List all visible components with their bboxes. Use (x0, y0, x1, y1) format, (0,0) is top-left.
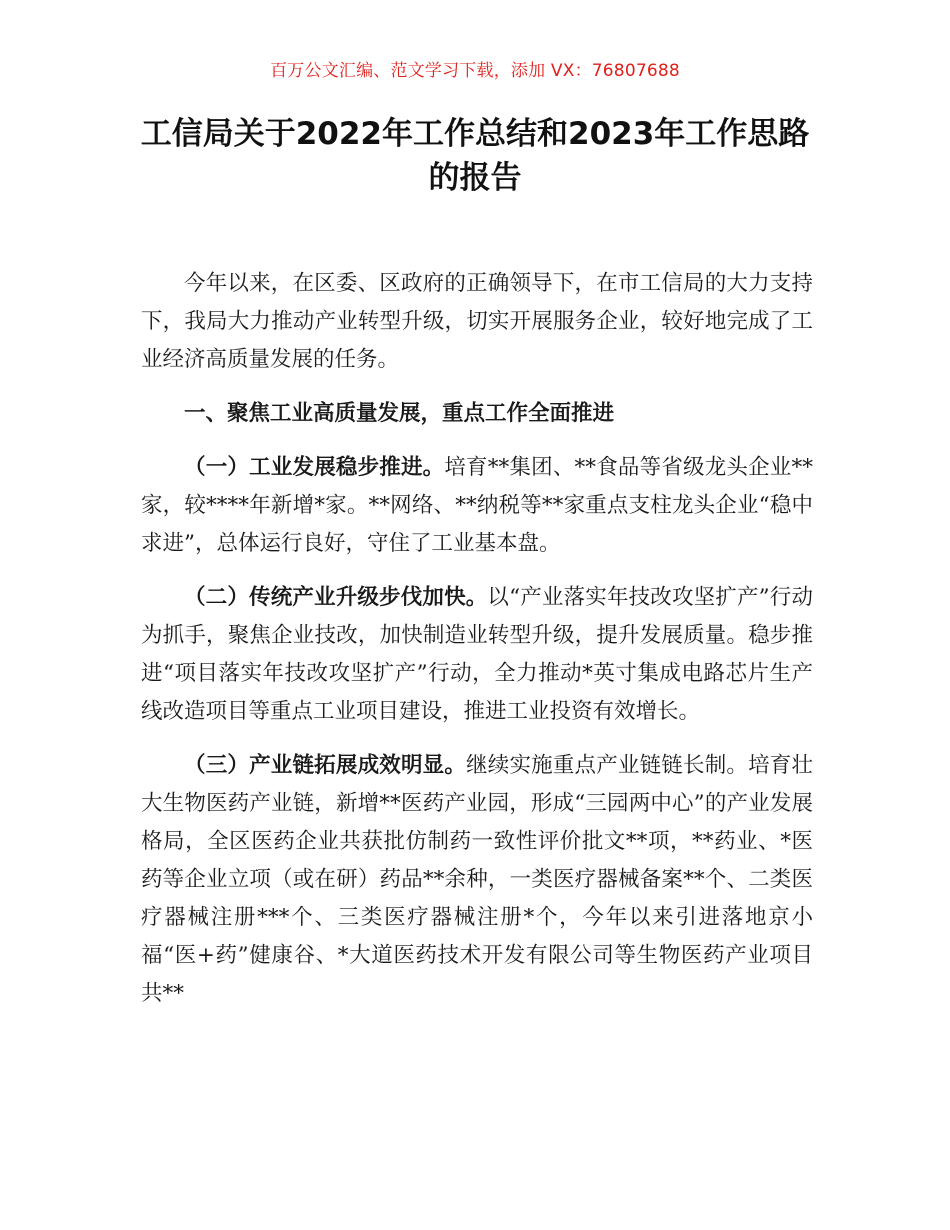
header-watermark-note: 百万公文汇编、范文学习下载，添加 VX：76807688 (270, 61, 680, 81)
item-paragraph-3 (141, 747, 813, 1013)
item-text-2: 以“产业落实年技改攻坚扩产”行动为抓手，聚焦企业技改，加快制造业转型升级，提升发展质量。稳步推进“项目落实年技改攻坚扩产”行动，全力推动*英寸集成电路芯片生产线改造项目等重点工业项目建设，推进工业投资有效增长。 (141, 585, 813, 724)
item-lead-3: （三）产业链拓展成效明显。 (184, 753, 467, 778)
item-text-1: 培育**集团、**食品等省级龙头企业**家，较****年新增*家。**网络、**纳税等**家重点支柱龙头企业“稳中求进”，总体运行良好，守住了工业基本盘。 (141, 455, 813, 556)
document-body (141, 265, 813, 1029)
item-paragraph-1 (141, 449, 813, 563)
item-paragraph-2 (141, 579, 813, 731)
item-text-3: 继续实施重点产业链链长制。培育壮大生物医药产业链，新增**医药产业园，形成“三园两中心”的产业发展格局，全区医药企业共获批仿制药一致性评价批文**项，**药业、*医药等企业立项（或在研）药品**余种，一类医疗器械备案**个、二类医疗器械注册***个、三类医疗器械注册*个，今年以来引进落地京小福“医+药”健康谷、*大道医药技术开发有限公司等生物医药产业项目共** (141, 753, 813, 1006)
page-title: 工信局关于2022年工作总结和2023年工作思路的报告 (140, 116, 810, 196)
item-lead-1: （一）工业发展稳步推进。 (184, 455, 445, 480)
intro-paragraph: 今年以来，在区委、区政府的正确领导下，在市工信局的大力支持下，我局大力推动产业转型升级，切实开展服务企业，较好地完成了工业经济高质量发展的任务。 (141, 271, 813, 372)
item-lead-2: （二）传统产业升级步伐加快。 (184, 585, 488, 610)
section-heading-1: 一、聚焦工业高质量发展，重点工作全面推进 (184, 401, 615, 426)
